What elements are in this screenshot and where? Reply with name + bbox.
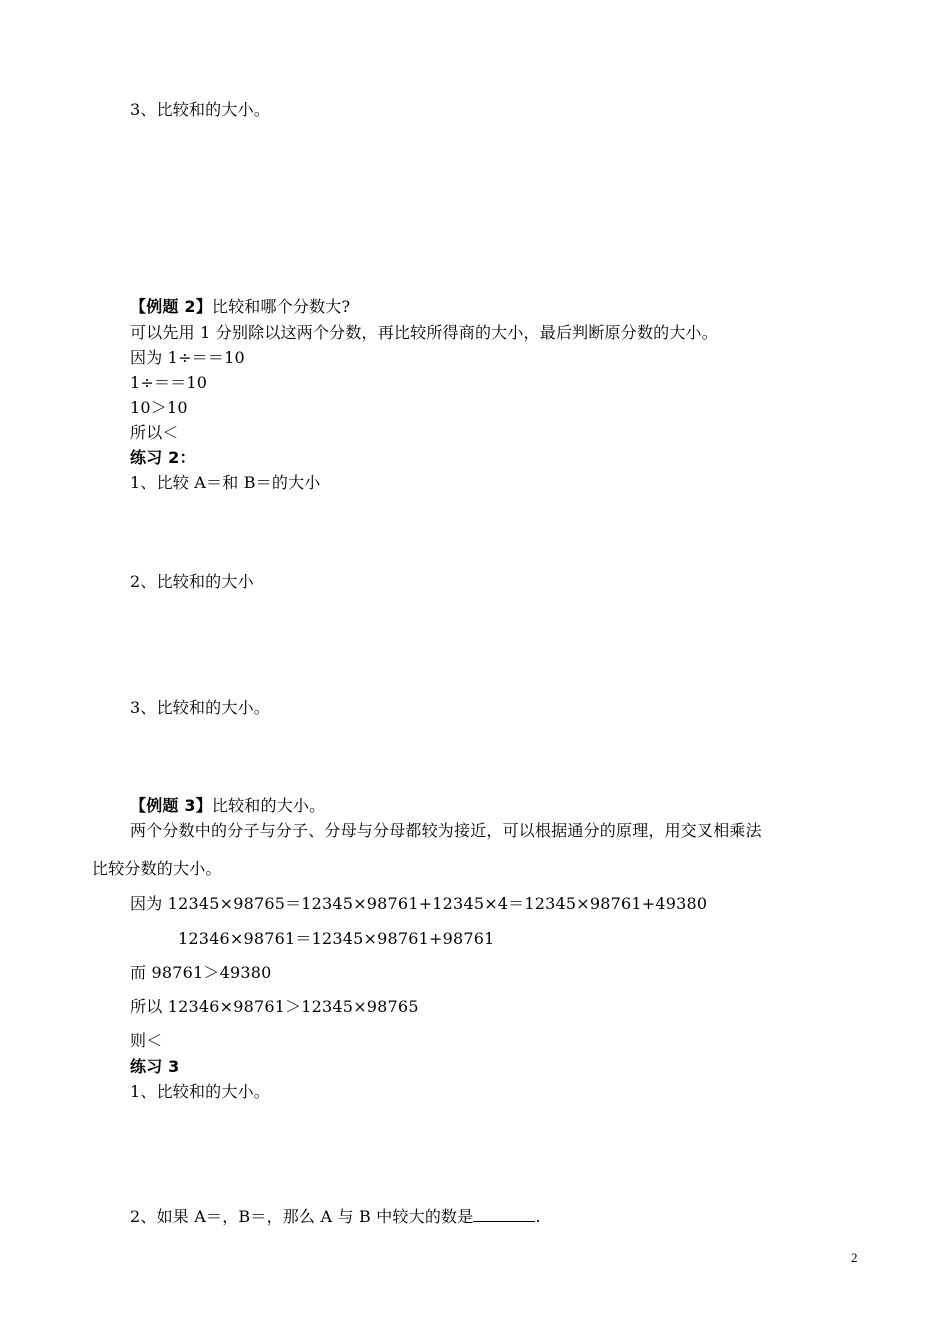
example-2-label: 【例题 2】 <box>130 297 212 316</box>
practice-3-item-2-text: 2、如果 A＝，B＝，那么 A 与 B 中较大的数是 <box>130 1207 474 1226</box>
page-number: 2 <box>851 1250 858 1265</box>
example-3-heading <box>130 796 325 816</box>
example-3-step-3: 而 98761＞49380 <box>130 963 272 982</box>
example-2-method: 可以先用 1 分别除以这两个分数，再比较所得商的大小，最后判断原分数的大小。 <box>130 323 718 342</box>
example-2-step-3: 10＞10 <box>130 398 188 417</box>
example-3-conclusion: 则＜ <box>130 1031 163 1050</box>
practice-2-item-3: 3、比较和的大小。 <box>130 698 270 717</box>
example-3-method-line-2: 比较分数的大小。 <box>92 859 222 878</box>
example-2-heading <box>130 297 350 317</box>
example-3-method-line-1: 两个分数中的分子与分子、分母与分母都较为接近，可以根据通分的原理，用交叉相乘法 <box>130 821 762 840</box>
example-3-question: 比较和的大小。 <box>211 796 326 815</box>
example-3-step-1: 因为 12345×98765＝12345×98761+12345×4＝12345×98761+49380 <box>130 894 708 913</box>
exercise-1-3-item: 3、比较和的大小。 <box>130 100 270 119</box>
example-3-step-4: 所以 12346×98761＞12345×98765 <box>130 997 419 1016</box>
example-2-step-1: 因为 1÷＝＝10 <box>130 348 245 367</box>
practice-3-item-2-period: . <box>535 1207 541 1226</box>
example-2-step-2: 1÷＝＝10 <box>130 373 208 392</box>
answer-blank[interactable] <box>473 1207 535 1222</box>
practice-3-item-2 <box>130 1207 541 1227</box>
example-2-conclusion: 所以＜ <box>130 423 179 442</box>
example-3-label: 【例题 3】 <box>130 796 212 815</box>
practice-2-item-2: 2、比较和的大小 <box>130 572 254 591</box>
practice-2-item-1: 1、比较 A＝和 B＝的大小 <box>130 473 321 492</box>
example-3-step-2: 12346×98761＝12345×98761+98761 <box>178 929 495 948</box>
practice-3-heading: 练习 3 <box>130 1057 180 1076</box>
example-2-question: 比较和哪个分数大? <box>211 297 351 316</box>
practice-2-heading: 练习 2： <box>130 448 196 467</box>
practice-3-item-1: 1、比较和的大小。 <box>130 1082 270 1101</box>
